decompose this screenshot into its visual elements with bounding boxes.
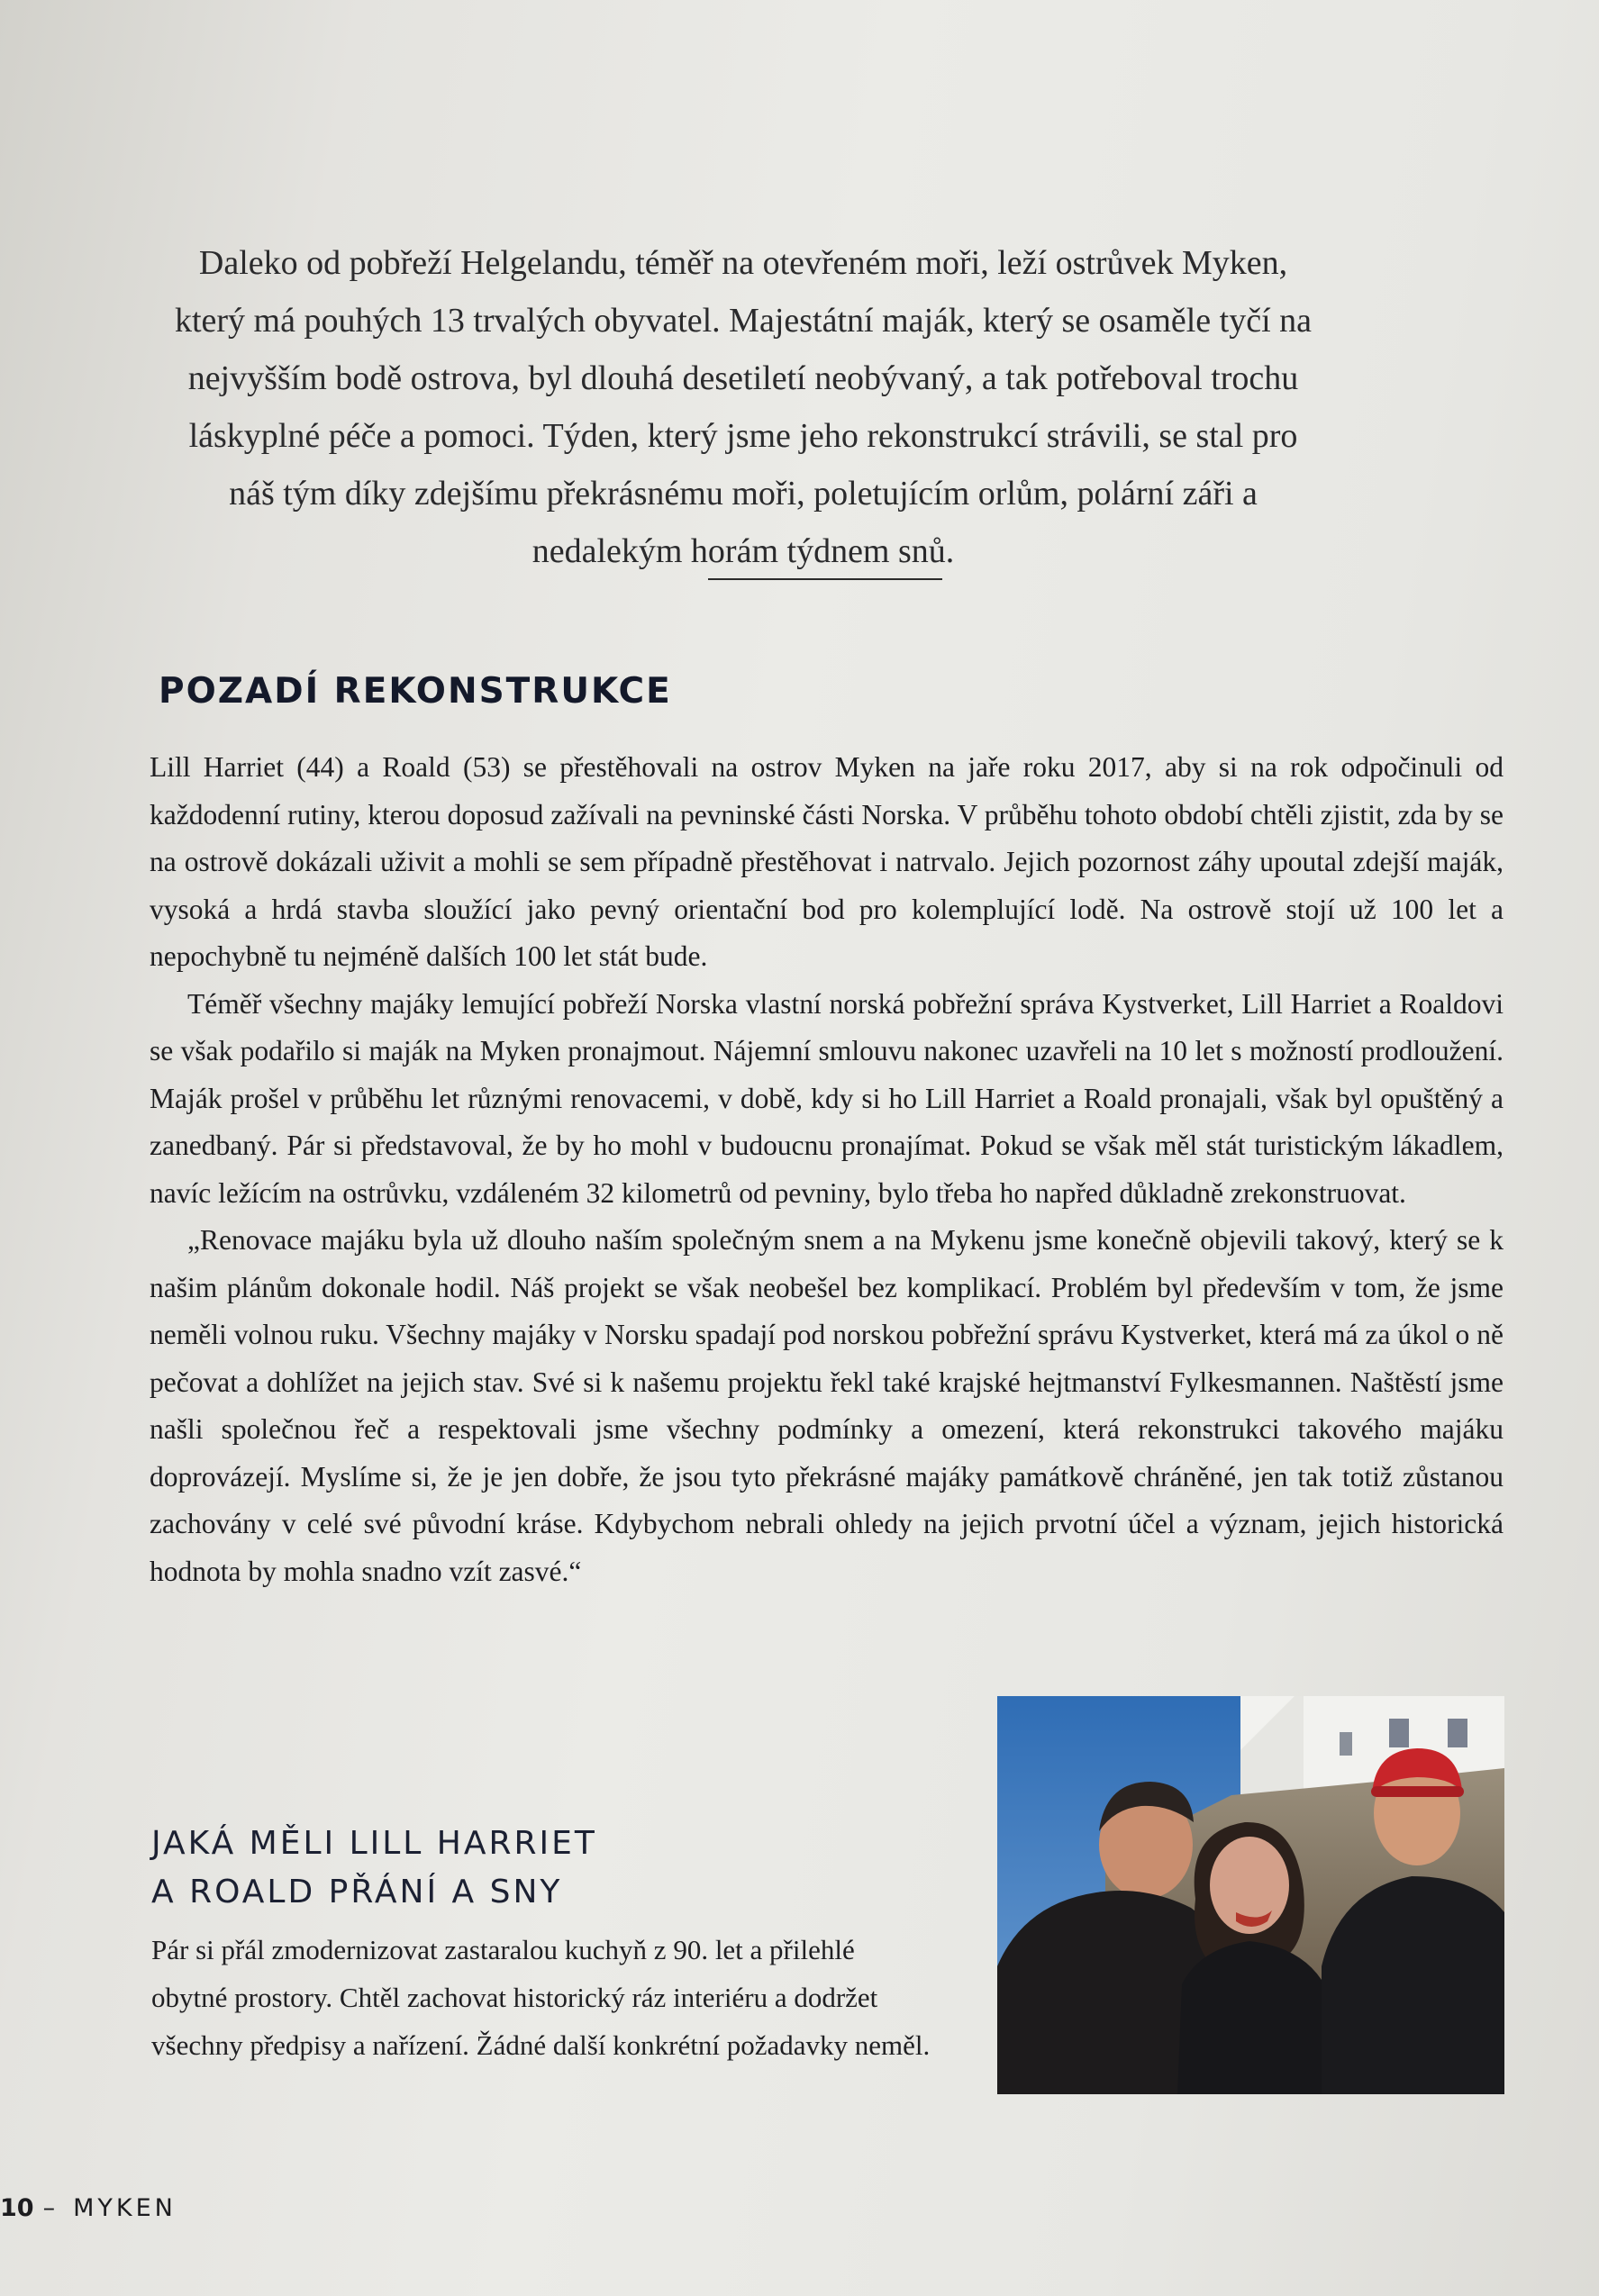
section-heading: POZADÍ REKONSTRUKCE <box>159 671 672 712</box>
body-paragraph-1: Lill Harriet (44) a Roald (53) se přestěhovali na ostrov Myken na jaře roku 2017, aby si na rok odpočinuli od každodenní rutiny, kterou doposud zažívali na pevninské části Norska. V průběhu tohoto období chtěli zjistit, zda by se na ostrově dokázali uživit a mohli se sem případně přestěhovat i natrvalo. Jejich pozornost záhy upoutal zdejší maják, vysoká a hrdá stavba sloužící jako pevný orientační bod pro kolemplující lodě. Na ostrově stojí už 100 let a nepochybně tu nejméně dalších 100 let stát bude. <box>150 751 1504 972</box>
divider-line <box>708 578 942 580</box>
body-paragraph-2: Téměř všechny majáky lemující pobřeží Norska vlastní norská pobřežní správa Kystverket, Lill Harriet a Roaldovi se však podařilo si maják na Myken pronajmout. Nájemní smlouvu nakonec uzavřeli na 10 let s možností prodloužení. Maják prošel v průběhu let různými renovacemi, v době, kdy si ho Lill Harriet a Roald pronajali, však byl opuštěný a zanedbaný. Pár si představoval, že by ho mohl v budoucnu pronajímat. Pokud se však měl stát turistickým lákadlem, navíc ležícím na ostrůvku, vzdáleném 32 kilometrů od pevniny, bylo třeba ho napřed důkladně zrekonstruovat. <box>150 987 1504 1209</box>
intro-paragraph: Daleko od pobřeží Helgelandu, téměř na otevřeném moři, leží ostrůvek Myken, který má pouhých 13 trvalých obyvatel. Majestátní maják, který se osaměle tyčí na nejvyšším bodě ostrova, byl dlouhá desetiletí neobývaný, a tak potřeboval trochu láskyplné péče a pomoci. Týden, který jsme jeho rekonstrukcí strávili, se stal pro náš tým díky zdejšímu překrásnému moři, poletujícím orlům, polární záři a nedalekým horám týdnem snů. <box>174 244 1313 570</box>
photo-illustration <box>997 1696 1504 2094</box>
chapter-name: MYKEN <box>73 2194 177 2222</box>
page-footer <box>0 2194 177 2222</box>
wishes-heading <box>151 1820 597 1917</box>
page-number: 10 <box>0 2194 34 2222</box>
wishes-heading-line-1: JAKÁ MĚLI LILL HARRIET <box>151 1825 597 1862</box>
footer-separator: – <box>42 2194 56 2222</box>
people-photo <box>997 1696 1504 2094</box>
body-paragraph-3: „Renovace majáku byla už dlouho naším společným snem a na Mykenu jsme konečně objevili takový, který se k našim plánům dokonale hodil. Náš projekt se však neobešel bez komplikací. Problém byl především v tom, že jsme neměli volnou ruku. Všechny majáky v Norsku spadají pod norskou pobřežní správu Kystverket, která má za úkol o ně pečovat a dohlížet na jejich stav. Své si k našemu projektu řekl také krajské hejtmanství Fylkesmannen. Naštěstí jsme našli společnou řeč a respektovali jsme všechny podmínky a omezení, která rekonstrukci takového majáku doprovázejí. Myslíme si, že je jen dobře, že jsou tyto překrásné majáky památkově chráněné, jen tak totiž zůstanou zachovány v celé své původní kráse. Kdybychom nebrali ohledy na jejich prvotní účel a význam, jejich historická hodnota by mohla snadno vzít zasvé.“ <box>150 1224 1504 1587</box>
wishes-text: Pár si přál zmodernizovat zastaralou kuchyň z 90. let a přilehlé obytné prostory. Chtěl zachovat historický ráz interiéru a dodržet všechny předpisy a nařízení. Žádné další konkrétní požadavky neměl. <box>151 1934 931 2061</box>
body-text <box>150 744 1504 1595</box>
wishes-heading-line-2: A ROALD PŘÁNÍ A SNY <box>151 1874 563 1910</box>
